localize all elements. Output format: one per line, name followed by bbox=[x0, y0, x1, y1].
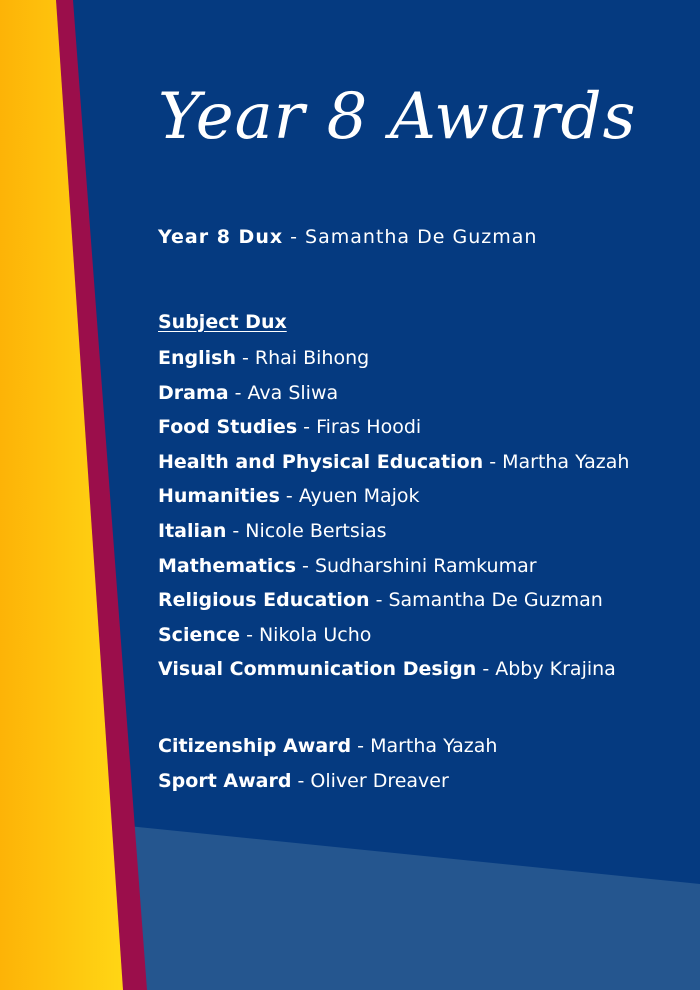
other-awards-list bbox=[158, 729, 497, 798]
winner-name: Nicole Bertsias bbox=[245, 519, 387, 542]
separator: - bbox=[369, 589, 389, 612]
separator: - bbox=[228, 381, 248, 404]
year-dux-name: Samantha De Guzman bbox=[305, 226, 538, 248]
winner-name: Ava Sliwa bbox=[247, 381, 339, 404]
subject-dux-item bbox=[158, 445, 629, 480]
subject-label: Visual Communication Design bbox=[158, 658, 477, 681]
separator: - bbox=[483, 450, 503, 473]
subject-dux-list bbox=[158, 341, 629, 687]
separator: - bbox=[296, 554, 315, 577]
separator: - bbox=[279, 485, 299, 508]
separator: - bbox=[235, 347, 255, 369]
separator: - bbox=[297, 416, 317, 439]
subject-dux-item bbox=[158, 410, 629, 445]
other-award-item bbox=[158, 764, 497, 799]
winner-name: Sudharshini Ramkumar bbox=[314, 554, 537, 577]
subject-label: Drama bbox=[158, 381, 229, 404]
subject-label: Food Studies bbox=[158, 416, 298, 439]
winner-name: Samantha De Guzman bbox=[388, 589, 603, 612]
year-dux-line bbox=[158, 226, 537, 248]
other-award-item bbox=[158, 729, 497, 764]
subject-dux-item bbox=[158, 618, 629, 653]
page-title: Year 8 Awards bbox=[158, 80, 637, 154]
subject-label: Health and Physical Education bbox=[158, 450, 484, 473]
subject-label: Mathematics bbox=[158, 554, 297, 577]
subject-dux-item bbox=[158, 652, 629, 687]
winner-name: Firas Hoodi bbox=[316, 416, 422, 439]
subject-label: Religious Education bbox=[158, 589, 370, 612]
award-label: Sport Award bbox=[158, 769, 292, 792]
winner-name: Oliver Dreaver bbox=[310, 769, 449, 792]
subject-dux-item bbox=[158, 376, 629, 411]
subject-dux-item bbox=[158, 583, 629, 618]
award-label: Citizenship Award bbox=[158, 735, 352, 757]
subject-dux-item bbox=[158, 549, 629, 584]
subject-label: Science bbox=[158, 623, 241, 646]
year-dux-separator: - bbox=[283, 226, 306, 248]
separator: - bbox=[226, 519, 246, 542]
subject-dux-item bbox=[158, 479, 629, 514]
winner-name: Ayuen Majok bbox=[298, 485, 420, 508]
winner-name: Rhai Bihong bbox=[254, 347, 370, 369]
subject-label: Humanities bbox=[158, 485, 280, 508]
subject-dux-item bbox=[158, 514, 629, 549]
subject-dux-heading: Subject Dux bbox=[158, 311, 287, 333]
year-dux-label: Year 8 Dux bbox=[158, 226, 284, 248]
winner-name: Martha Yazah bbox=[370, 735, 498, 757]
winner-name: Martha Yazah bbox=[502, 450, 630, 473]
subject-dux-item bbox=[158, 341, 629, 376]
separator: - bbox=[476, 658, 496, 681]
winner-name: Abby Krajina bbox=[495, 658, 616, 681]
separator: - bbox=[291, 769, 311, 792]
subject-label: Italian bbox=[158, 519, 227, 542]
separator: - bbox=[351, 735, 371, 757]
subject-label: English bbox=[158, 347, 236, 369]
separator: - bbox=[240, 623, 259, 646]
winner-name: Nikola Ucho bbox=[258, 623, 372, 646]
